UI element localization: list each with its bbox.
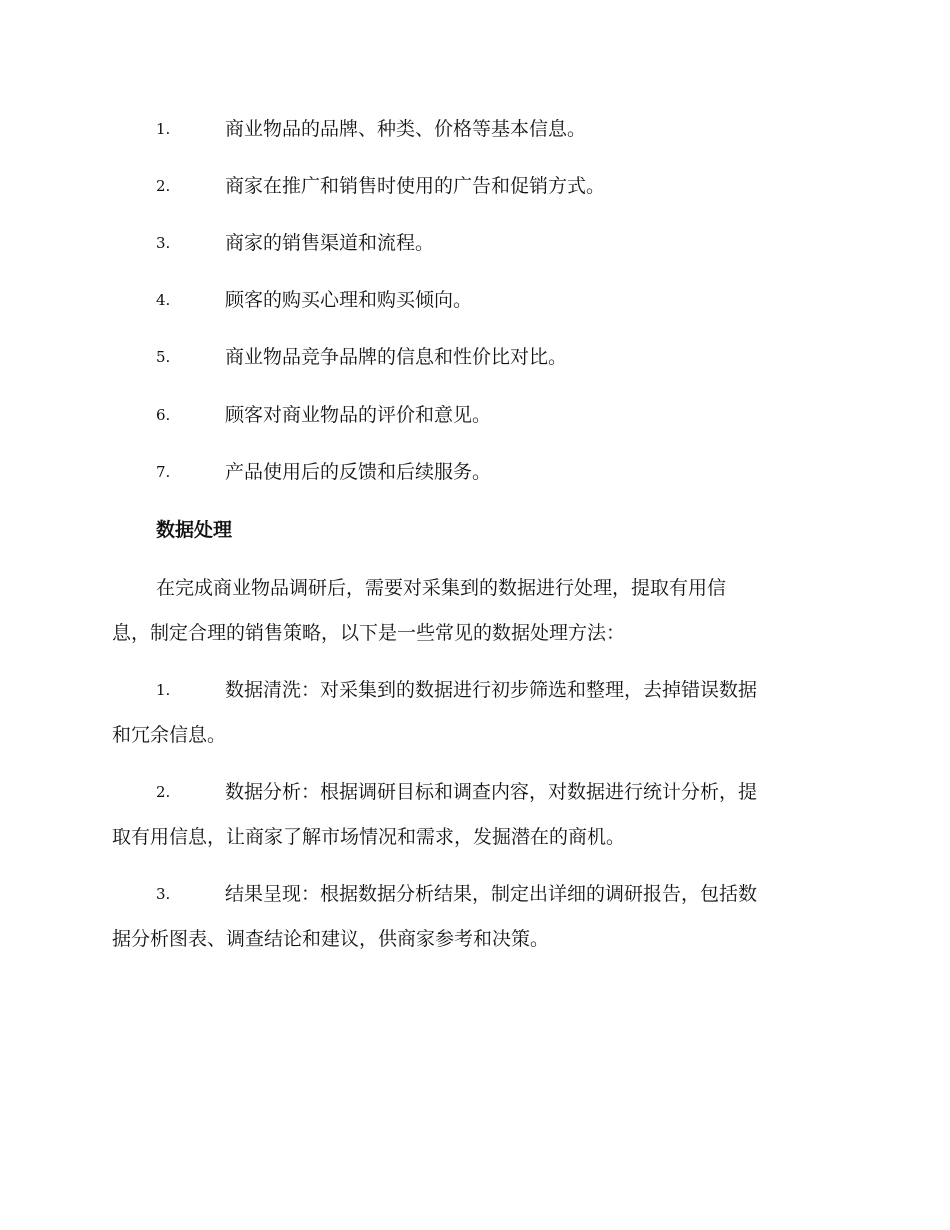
list-item-text: 商家在推广和销售时使用的广告和促销方式。 (225, 175, 606, 197)
list-item-text: 结果呈现：根据数据分析结果，制定出详细的调研报告，包括数 (225, 883, 758, 905)
list-item (0, 400, 950, 430)
list-item-text: 顾客对商业物品的评价和意见。 (225, 404, 492, 426)
list-item-text: 商家的销售渠道和流程。 (225, 232, 435, 254)
list-item (0, 675, 950, 705)
list-number: 3. (156, 885, 171, 903)
list-number: 5. (156, 348, 171, 366)
list-number: 1. (156, 681, 171, 699)
list-item (0, 171, 950, 201)
list-item (0, 777, 950, 807)
list-item-continuation: 取有用信息，让商家了解市场情况和需求，发掘潜在的商机。 (112, 826, 626, 848)
list-item (0, 228, 950, 258)
list-item-text: 产品使用后的反馈和后续服务。 (225, 461, 492, 483)
section-heading: 数据处理 (156, 519, 233, 541)
list-item-text: 数据清洗：对采集到的数据进行初步筛选和整理，去掉错误数据 (225, 679, 758, 701)
list-number: 2. (156, 177, 171, 195)
list-item (0, 342, 950, 372)
list-item-text: 商业物品竞争品牌的信息和性价比对比。 (225, 346, 568, 368)
list-item-continuation: 和冗余信息。 (112, 724, 227, 746)
list-item (0, 114, 950, 144)
list-item-continuation: 据分析图表、调查结论和建议，供商家参考和决策。 (112, 928, 550, 950)
list-item (0, 285, 950, 315)
intro-paragraph-line: 在完成商业物品调研后，需要对采集到的数据进行处理，提取有用信 (156, 577, 727, 599)
list-number: 4. (156, 291, 171, 309)
list-item (0, 879, 950, 909)
list-number: 7. (156, 463, 171, 481)
list-number: 1. (156, 120, 171, 138)
list-number: 6. (156, 406, 171, 424)
list-item-text: 顾客的购买心理和购买倾向。 (225, 289, 473, 311)
list-item-text: 数据分析：根据调研目标和调查内容，对数据进行统计分析，提 (225, 781, 758, 803)
list-item (0, 457, 950, 487)
list-item-text: 商业物品的品牌、种类、价格等基本信息。 (225, 118, 587, 140)
list-number: 2. (156, 783, 171, 801)
list-number: 3. (156, 234, 171, 252)
intro-paragraph-line: 息，制定合理的销售策略，以下是一些常见的数据处理方法： (112, 622, 626, 644)
